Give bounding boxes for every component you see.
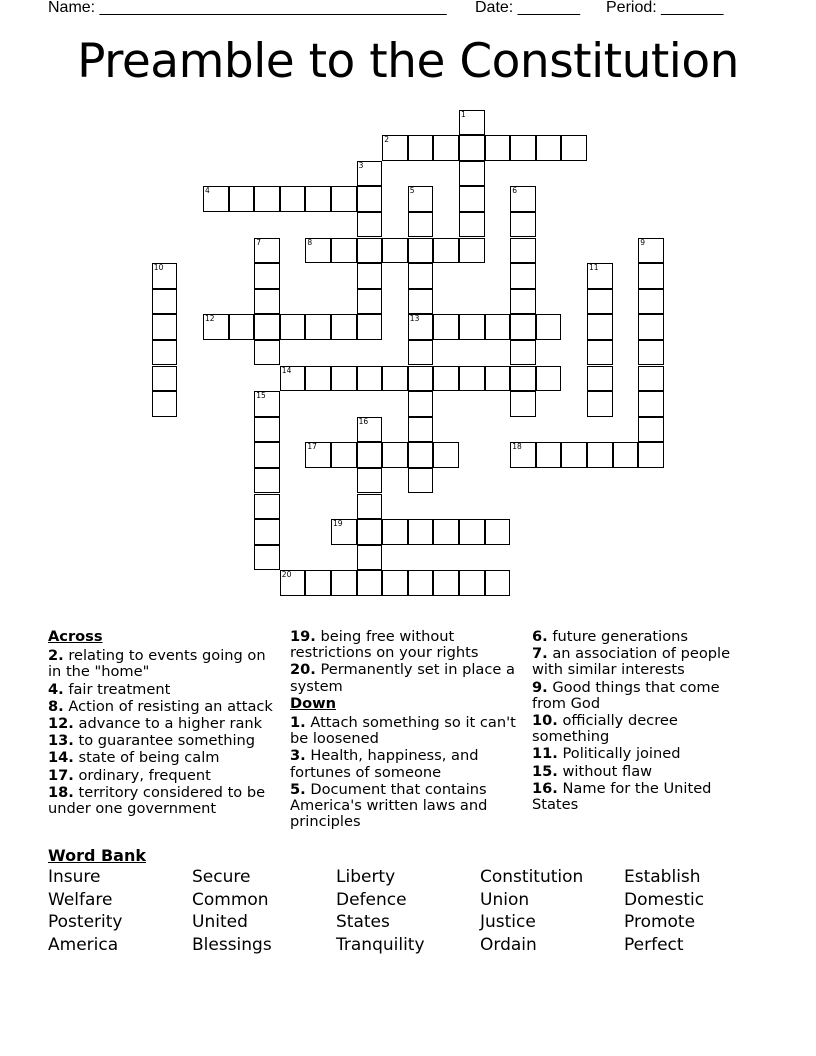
grid-cell[interactable] <box>408 519 434 545</box>
word-bank-word: Tranquility <box>336 934 425 955</box>
word-bank-word: Posterity <box>48 912 123 933</box>
grid-cell[interactable] <box>254 417 280 443</box>
grid-cell[interactable] <box>459 366 485 392</box>
grid-cell[interactable] <box>408 212 434 238</box>
period-field[interactable]: Period: _______ <box>606 0 724 16</box>
grid-cell[interactable] <box>587 263 613 289</box>
grid-cell[interactable] <box>280 314 306 340</box>
clue-number-label: 13. <box>48 732 74 750</box>
grid-cell[interactable] <box>357 468 383 494</box>
grid-cell[interactable] <box>433 442 459 468</box>
clue-text: being free without restrictions on your rights <box>290 628 479 662</box>
grid-cell[interactable] <box>254 263 280 289</box>
clue-number: 9 <box>640 237 645 247</box>
grid-cell[interactable] <box>331 366 357 392</box>
clue-number: 16 <box>358 416 369 426</box>
grid-cell[interactable] <box>536 442 562 468</box>
clue-number: 14 <box>281 365 292 375</box>
word-bank-heading: Word Bank <box>48 846 147 865</box>
grid-cell[interactable] <box>587 366 613 392</box>
grid-cell[interactable] <box>459 570 485 596</box>
clue-text: Attach something so it can't be loosened <box>290 714 516 748</box>
clue-number-label: 2. <box>48 647 64 665</box>
clue-item <box>532 680 742 712</box>
grid-cell[interactable] <box>305 442 331 468</box>
word-bank-word: Union <box>480 889 530 910</box>
grid-cell[interactable] <box>152 263 178 289</box>
grid-cell[interactable] <box>254 391 280 417</box>
grid-cell[interactable] <box>357 545 383 571</box>
grid-cell[interactable] <box>254 289 280 315</box>
grid-cell[interactable] <box>587 442 613 468</box>
grid-cell[interactable] <box>408 391 434 417</box>
grid-cell[interactable] <box>408 366 434 392</box>
grid-cell[interactable] <box>357 263 383 289</box>
word-bank-word: Insure <box>48 867 101 887</box>
grid-cell[interactable] <box>357 570 383 596</box>
clue-number-label: 8. <box>48 697 64 715</box>
grid-cell[interactable] <box>331 570 357 596</box>
clue-number-label: 11. <box>532 745 558 763</box>
grid-cell[interactable] <box>305 314 331 340</box>
clue-text: relating to events going on in the "home" <box>48 647 266 681</box>
grid-cell[interactable] <box>510 263 536 289</box>
grid-cell[interactable] <box>587 340 613 366</box>
grid-cell[interactable] <box>331 442 357 468</box>
clue-text: to guarantee something <box>78 732 256 750</box>
grid-cell[interactable] <box>357 161 383 187</box>
grid-cell[interactable] <box>305 366 331 392</box>
clue-number-label: 4. <box>48 680 64 698</box>
grid-cell[interactable] <box>357 442 383 468</box>
grid-cell[interactable] <box>152 340 178 366</box>
grid-cell[interactable] <box>254 238 280 264</box>
grid-cell[interactable] <box>536 314 562 340</box>
clue-text: Good things that come from God <box>532 678 720 712</box>
grid-cell[interactable] <box>613 442 639 468</box>
grid-cell[interactable] <box>331 238 357 264</box>
clue-text: officially decree something <box>532 712 678 746</box>
clue-text: Document that contains America's written laws and principles <box>290 780 488 831</box>
clue-item <box>532 746 742 762</box>
clue-text: territory considered to be under one government <box>48 783 266 818</box>
grid-cell[interactable] <box>382 135 408 161</box>
clue-number-label: 17. <box>48 766 74 784</box>
grid-cell[interactable] <box>459 135 485 161</box>
clue-number-label: 14. <box>48 749 74 767</box>
grid-cell[interactable] <box>152 391 178 417</box>
grid-cell[interactable] <box>254 340 280 366</box>
grid-cell[interactable] <box>510 238 536 264</box>
clue-item <box>290 748 520 780</box>
clue-text: ordinary, frequent <box>78 766 211 784</box>
grid-cell[interactable] <box>229 186 255 212</box>
clue-text: future generations <box>552 628 688 645</box>
grid-cell[interactable] <box>357 289 383 315</box>
grid-cell[interactable] <box>408 340 434 366</box>
grid-cell[interactable] <box>433 314 459 340</box>
grid-cell[interactable] <box>638 314 664 340</box>
grid-cell[interactable] <box>536 366 562 392</box>
grid-cell[interactable] <box>433 570 459 596</box>
clue-item <box>532 764 742 780</box>
grid-cell[interactable] <box>485 570 511 596</box>
clue-number: 6 <box>512 186 517 196</box>
down-heading: Down <box>290 694 337 712</box>
clue-text: Name for the United States <box>532 779 712 814</box>
grid-cell[interactable] <box>382 519 408 545</box>
grid-cell[interactable] <box>587 314 613 340</box>
grid-cell[interactable] <box>254 545 280 571</box>
clue-number-label: 10. <box>532 712 558 730</box>
clue-item <box>532 646 742 678</box>
grid-cell[interactable] <box>357 186 383 212</box>
grid-cell[interactable] <box>408 468 434 494</box>
clue-number: 7 <box>256 237 261 247</box>
grid-cell[interactable] <box>433 135 459 161</box>
grid-cell[interactable] <box>510 340 536 366</box>
clue-number-label: 9. <box>532 678 548 696</box>
grid-cell[interactable] <box>510 289 536 315</box>
clue-item <box>532 713 742 745</box>
grid-cell[interactable] <box>485 314 511 340</box>
grid-cell[interactable] <box>561 442 587 468</box>
clue-number: 15 <box>256 391 266 401</box>
grid-cell[interactable] <box>331 314 357 340</box>
grid-cell[interactable] <box>408 417 434 443</box>
grid-cell[interactable] <box>382 238 408 264</box>
clue-number: 2 <box>384 135 389 145</box>
clue-item <box>290 662 520 694</box>
clue-number-label: 7. <box>532 645 548 663</box>
word-bank-word: Defence <box>336 889 407 910</box>
grid-cell[interactable] <box>510 186 536 212</box>
clue-number-label: 6. <box>532 628 548 645</box>
grid-cell[interactable] <box>587 289 613 315</box>
grid-cell[interactable] <box>433 238 459 264</box>
clue-text: fair treatment <box>68 680 171 698</box>
clue-number: 19 <box>333 519 343 529</box>
grid-cell[interactable] <box>510 442 536 468</box>
word-bank-word: Ordain <box>480 934 537 955</box>
grid-cell[interactable] <box>638 391 664 417</box>
clue-item <box>532 629 742 645</box>
clue-column-3 <box>532 629 742 814</box>
clue-text: Politically joined <box>562 745 681 763</box>
grid-cell[interactable] <box>280 186 306 212</box>
clue-item <box>290 782 520 831</box>
word-bank-word: Blessings <box>192 934 272 955</box>
grid-cell[interactable] <box>280 366 306 392</box>
grid-cell[interactable] <box>254 314 280 340</box>
clue-text: state of being calm <box>78 749 220 767</box>
grid-cell[interactable] <box>382 570 408 596</box>
grid-cell[interactable] <box>357 519 383 545</box>
clue-column-1 <box>48 629 273 818</box>
clue-item <box>48 648 273 680</box>
grid-cell[interactable] <box>357 314 383 340</box>
word-bank-word: Liberty <box>336 867 396 887</box>
grid-cell[interactable] <box>305 186 331 212</box>
clue-text: an association of people with similar interests <box>532 645 731 679</box>
clue-number: 12 <box>205 314 215 324</box>
grid-cell[interactable] <box>254 186 280 212</box>
grid-cell[interactable] <box>433 366 459 392</box>
clue-number: 20 <box>281 570 292 580</box>
grid-cell[interactable] <box>305 570 331 596</box>
grid-cell[interactable] <box>638 340 664 366</box>
clue-item <box>48 733 273 749</box>
word-bank-word: Justice <box>480 912 536 933</box>
word-bank-word: America <box>48 934 119 955</box>
grid-cell[interactable] <box>408 289 434 315</box>
clue-number: 11 <box>589 263 599 273</box>
clue-number: 17 <box>307 442 317 452</box>
grid-cell[interactable] <box>561 135 587 161</box>
grid-cell[interactable] <box>382 442 408 468</box>
grid-cell[interactable] <box>203 314 229 340</box>
grid-cell[interactable] <box>587 391 613 417</box>
clue-number: 13 <box>409 314 420 324</box>
grid-cell[interactable] <box>485 519 511 545</box>
clue-number-label: 15. <box>532 762 558 780</box>
grid-cell[interactable] <box>229 314 255 340</box>
clue-number-label: 1. <box>290 714 306 732</box>
clue-text: Action of resisting an attack <box>68 697 273 715</box>
grid-cell[interactable] <box>152 314 178 340</box>
grid-cell[interactable] <box>254 442 280 468</box>
clue-number-label: 12. <box>48 715 74 733</box>
grid-cell[interactable] <box>638 263 664 289</box>
word-bank-word: United <box>192 912 248 933</box>
grid-cell[interactable] <box>152 366 178 392</box>
clue-text: advance to a higher rank <box>78 715 263 733</box>
grid-cell[interactable] <box>459 186 485 212</box>
grid-cell[interactable] <box>357 212 383 238</box>
clue-column-2 <box>290 629 520 831</box>
grid-cell[interactable] <box>408 186 434 212</box>
grid-cell[interactable] <box>459 161 485 187</box>
grid-cell[interactable] <box>510 391 536 417</box>
grid-cell[interactable] <box>536 135 562 161</box>
grid-cell[interactable] <box>638 442 664 468</box>
clue-item <box>532 781 742 813</box>
grid-cell[interactable] <box>638 289 664 315</box>
grid-cell[interactable] <box>357 417 383 443</box>
grid-cell[interactable] <box>510 135 536 161</box>
word-bank-word: Establish <box>624 867 701 887</box>
clue-number: 4 <box>205 186 210 196</box>
clue-number: 3 <box>358 160 364 170</box>
grid-cell[interactable] <box>382 366 408 392</box>
clue-text: without flaw <box>562 762 653 780</box>
clue-item <box>48 682 273 698</box>
clue-item <box>290 629 520 661</box>
word-bank-word: Secure <box>192 867 251 887</box>
word-bank-word: Common <box>192 889 269 910</box>
clue-number-label: 18. <box>48 783 74 801</box>
grid-cell[interactable] <box>485 135 511 161</box>
grid-cell[interactable] <box>408 135 434 161</box>
word-bank-word: Welfare <box>48 889 113 910</box>
grid-cell[interactable] <box>357 494 383 520</box>
grid-cell[interactable] <box>408 263 434 289</box>
grid-cell[interactable] <box>254 494 280 520</box>
grid-cell[interactable] <box>408 314 434 340</box>
clue-number: 18 <box>512 442 522 452</box>
grid-cell[interactable] <box>280 570 306 596</box>
word-bank-word: Promote <box>624 912 696 933</box>
grid-cell[interactable] <box>433 519 459 545</box>
word-bank-word: Perfect <box>624 934 684 955</box>
grid-cell[interactable] <box>459 314 485 340</box>
grid-cell[interactable] <box>254 519 280 545</box>
grid-cell[interactable] <box>203 186 229 212</box>
clue-item <box>48 750 273 766</box>
clue-number-label: 20. <box>290 661 316 679</box>
clue-number: 1 <box>461 109 466 119</box>
grid-cell[interactable] <box>408 238 434 264</box>
grid-cell[interactable] <box>305 238 331 264</box>
grid-cell[interactable] <box>357 238 383 264</box>
grid-cell[interactable] <box>357 366 383 392</box>
clue-item <box>48 768 273 784</box>
grid-cell[interactable] <box>331 186 357 212</box>
grid-cell[interactable] <box>331 519 357 545</box>
clue-text: Health, happiness, and fortunes of someone <box>290 747 479 781</box>
grid-cell[interactable] <box>638 238 664 264</box>
clue-item <box>48 716 273 732</box>
name-field[interactable]: Name: _______________________________________ <box>48 0 447 16</box>
grid-cell[interactable] <box>510 212 536 238</box>
clue-number: 10 <box>153 263 164 273</box>
clue-item <box>290 715 520 747</box>
page-title: Preamble to the Constitution <box>77 34 739 89</box>
across-heading: Across <box>48 628 103 645</box>
clue-item <box>48 785 273 817</box>
clue-number-label: 5. <box>290 780 306 798</box>
word-bank-word: Constitution <box>480 867 584 887</box>
grid-cell[interactable] <box>510 366 536 392</box>
grid-cell[interactable] <box>459 212 485 238</box>
clue-number: 5 <box>409 186 415 196</box>
grid-cell[interactable] <box>638 417 664 443</box>
grid-cell[interactable] <box>408 570 434 596</box>
clue-text: Permanently set in place a system <box>290 661 515 695</box>
grid-cell[interactable] <box>638 366 664 392</box>
word-bank-word: States <box>336 912 390 933</box>
date-field[interactable]: Date: _______ <box>475 0 580 16</box>
clue-number-label: 3. <box>290 747 306 765</box>
grid-cell[interactable] <box>254 468 280 494</box>
clue-number-label: 16. <box>532 779 558 797</box>
grid-cell[interactable] <box>152 289 178 315</box>
grid-cell[interactable] <box>485 366 511 392</box>
word-bank-word: Domestic <box>624 889 705 910</box>
grid-cell[interactable] <box>459 110 485 136</box>
clue-number-label: 19. <box>290 628 316 645</box>
clue-number: 8 <box>307 237 313 247</box>
grid-cell[interactable] <box>510 314 536 340</box>
grid-cell[interactable] <box>408 442 434 468</box>
grid-cell[interactable] <box>459 238 485 264</box>
clue-item <box>48 699 273 715</box>
grid-cell[interactable] <box>459 519 485 545</box>
